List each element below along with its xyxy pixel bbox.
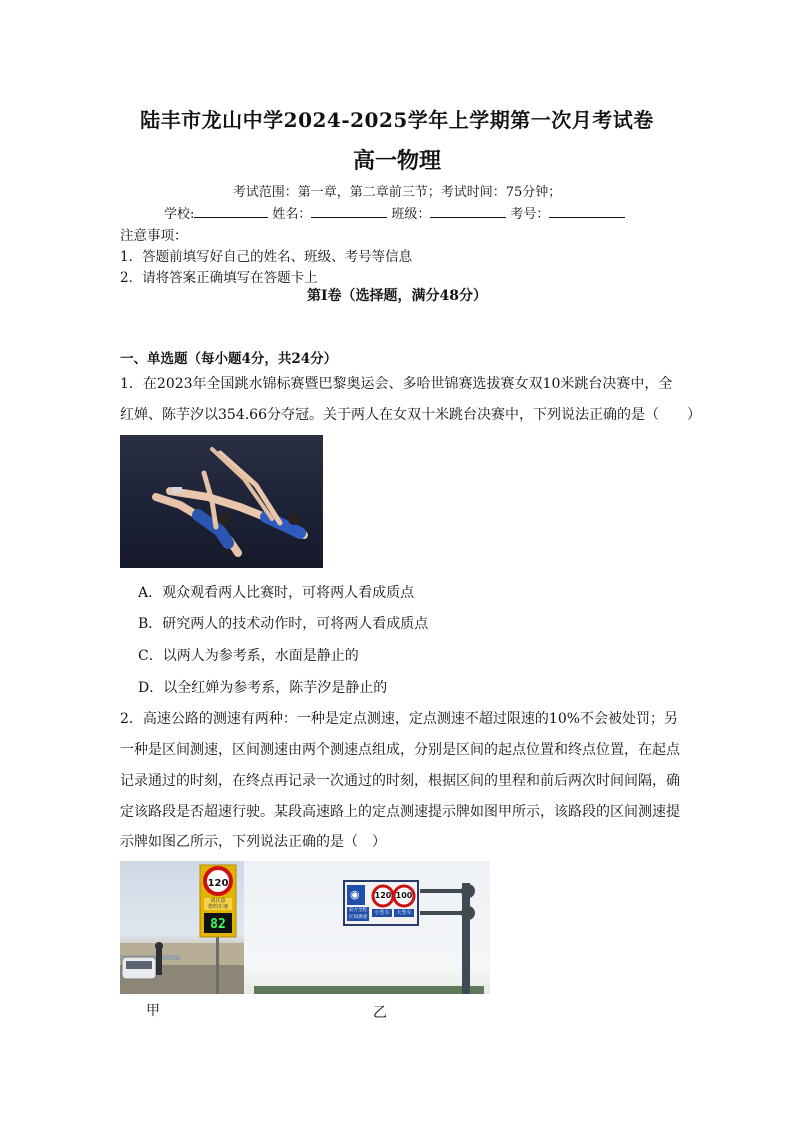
current-speed-readout: 82 [210, 917, 226, 932]
speed-sign-photo-b [244, 861, 490, 994]
q2-line-3: 记录通过的时刻，在终点再记录一次通过的时刻，根据区间的里程和前后两次时间间隔，确 [120, 773, 680, 789]
notes-heading: 注意事项： [120, 228, 188, 244]
q2-line-4: 定该路段是否超速行驶。某段高速路上的定点测速提示牌如图甲所示，该路段的区间测速提 [120, 804, 680, 820]
figure-b-label: 乙 [373, 1005, 387, 1021]
figure-a-label: 甲 [146, 1003, 160, 1019]
class-label: 班级： [391, 207, 431, 222]
speed-limit-value-a: 120 [207, 878, 229, 889]
q2-line-2: 一种是区间测速，区间测速由两个测速点组成，分别是区间的起点位置和终点位置，在起点 [120, 742, 680, 758]
speed-sign-photo-a [120, 861, 244, 994]
number-label: 考号： [510, 207, 550, 222]
q2-line-1: 2．高速公路的测速有两种：一种是定点测速，定点测速不超过限速的10%不会被处罚；另 [120, 711, 679, 727]
student-info-line [164, 203, 629, 222]
name-label: 姓名： [272, 207, 312, 222]
exam-title: 陆丰市龙山中学2024-2025学年上学期第一次月考试卷 [140, 108, 654, 132]
camera-icon: ◉ [350, 888, 360, 901]
divers-photo [120, 435, 323, 568]
q1-option-a: A．观众观看两人比赛时，可将两人看成质点 [138, 585, 415, 601]
exam-scope: 考试范围：第一章，第二章前三节；考试时间：75分钟； [232, 185, 562, 200]
interval-limit-large-car: 100 [395, 891, 413, 900]
q1-option-b: B．研究两人的技术动作时，可将两人看成质点 [138, 616, 429, 632]
part-title: 第Ⅰ卷（选择题，满分48分） [306, 288, 488, 304]
q1-line-1: 1．在2023年全国跳水锦标赛暨巴黎奥运会、多哈世锦赛选拔赛女双10米跳台决赛中，全 [120, 376, 673, 392]
notes-item-1: 1．答题前填写好自己的姓名、班级、考号等信息 [120, 249, 413, 265]
highway-scene-b [244, 861, 490, 994]
sign-b-text-2: 区间测速 [349, 915, 367, 920]
q1-line-2: 红婵、陈芋汐以354.66分夺冠。关于两人在女双十米跳台决赛中，下列说法正确的是（ ） [120, 407, 701, 423]
interval-limit-small-car: 120 [374, 891, 392, 900]
section-heading: 一、单选题（每小题4分，共24分） [120, 351, 338, 367]
sign-a-text-2: 您的车速 [207, 904, 228, 910]
number-blank[interactable] [549, 205, 625, 218]
q1-option-c: C．以两人为参考系，水面是静止的 [138, 648, 359, 664]
school-blank[interactable] [194, 205, 268, 218]
small-car-tag: 小型车 [374, 910, 390, 916]
subject-title: 高一物理 [352, 148, 441, 174]
name-blank[interactable] [311, 205, 387, 218]
q1-option-d: D．以全红婵为参考系，陈芋汐是静止的 [138, 680, 388, 696]
notes-item-2: 2．请将答案正确填写在答题卡上 [120, 270, 318, 286]
school-label: 学校: [164, 207, 195, 222]
sign-a-text-1: 请注意 [210, 898, 226, 904]
sign-b-text-1: 前方全程 [349, 908, 367, 913]
large-car-tag: 大型车 [396, 910, 412, 916]
q2-line-5: 示牌如图乙所示，下列说法正确的是（ ） [120, 834, 386, 850]
divers-illustration [120, 435, 323, 568]
class-blank[interactable] [430, 205, 506, 218]
